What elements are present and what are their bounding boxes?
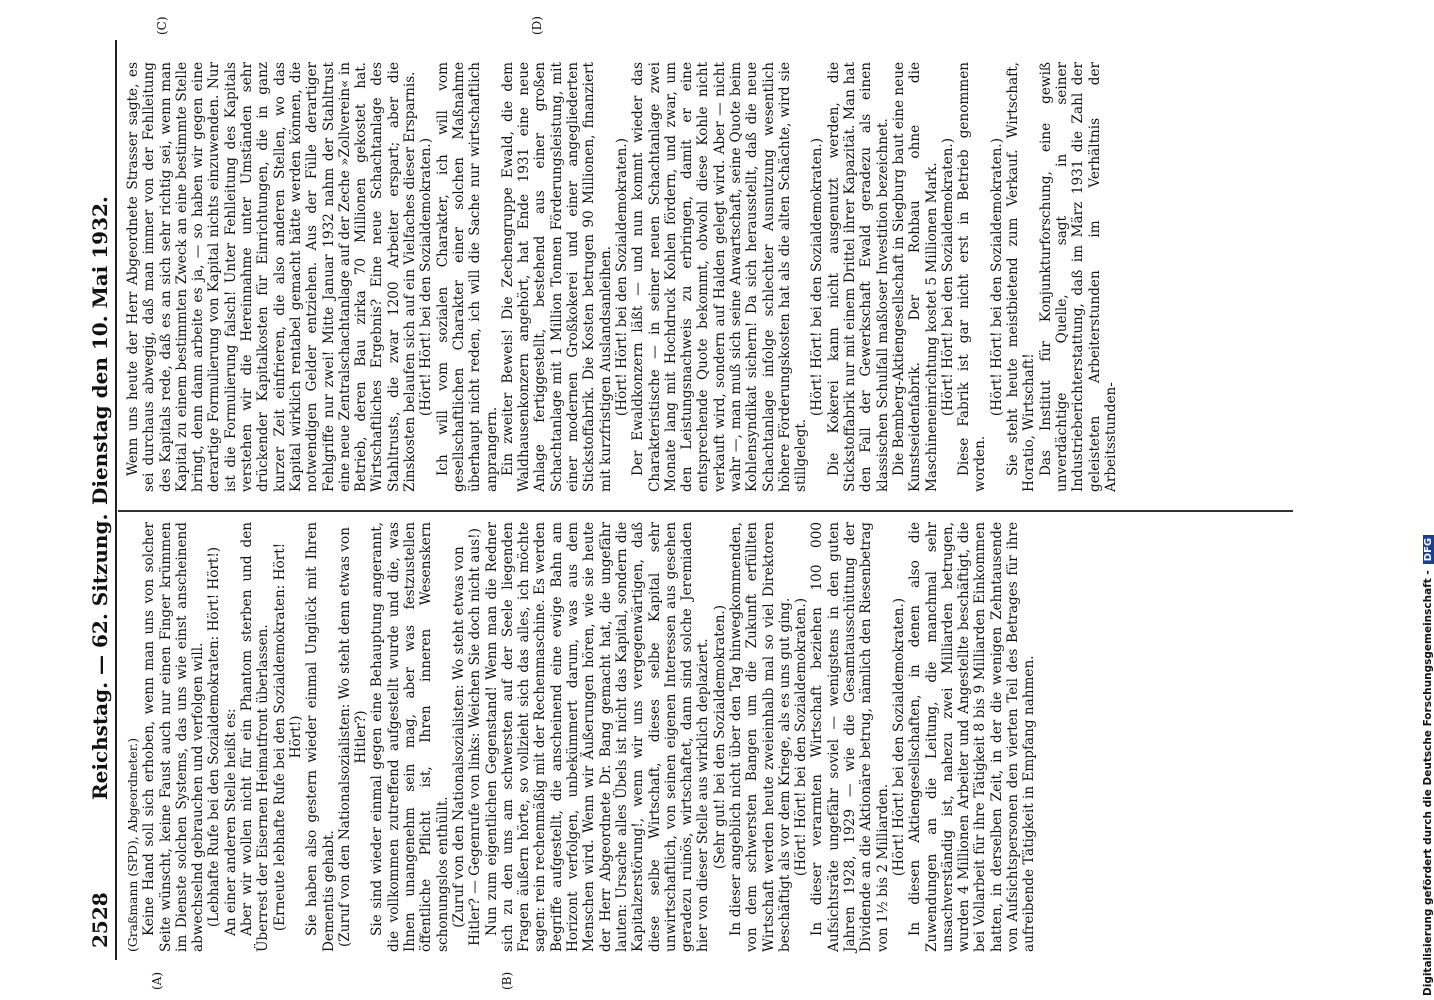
dfg-logo: DFG [1423, 535, 1434, 564]
column-right [125, 62, 1119, 492]
interjection: (Lebhafte Rufe bei den Sozialdemokraten: Hört! Hört!) [206, 546, 223, 928]
page-header [88, 40, 118, 960]
paragraph: In diesen Aktiengesellschaften, in denen also die Zuwendungen an die Leitung, die manchmal sehr unsachverständig ist, nahezu zwei Milliarden betrugen, wurden 4 Millionen Arbeiter und Angestellte beschäftigt, die bei Vollarbeit für ihre Tätigkeit 8 bis 9 Milliarden Einkommen hatten, in derselben Zeit, in der die wenigen Zehntausende von Aufsichtspersonen den vierten Teil des Betrages für ihre aufreibende Tätigkeit in Empfang nahmen. [907, 522, 1038, 952]
session-title: Reichstag. — 62. Sitzung. [88, 513, 112, 800]
paragraph: Der Ewaldkonzern läßt — und nun kommt wieder das Charakteristische — in seiner neuen Schachtanlage zwei Monate lang mit Hochdruck Kohlen fördern, und zwar, um den Leistungsnachweis zu erbringen, damit er eine entsprechende Quote bekommt, obwohl diese Kohle nicht verkauft wird, sondern auf Halden gelegt wird. Aber — nicht wahr —, man muß sich seine Anwartschaft, seine Quote beim Kohlensyndikat sichern! Da sich herausstellt, daß die neue Schachtanlage infolge schlechter Ausnutzung wesentlich höhere Förderungskosten hat als die alten Schächte, wird sie stillgelegt. [630, 62, 810, 492]
interjection: (Hört! Hört! bei den Sozialdemokraten.) [613, 137, 630, 417]
interjection: (Hört! Hört! bei den Sozialdemokraten.) [418, 137, 435, 417]
column-divider [118, 510, 1293, 512]
paragraph: Nun zum eigentlichen Gegenstand! Wenn man die Redner sich zu den uns am schwersten auf der Seele liegenden Fragen äußern hörte, so vollzieht sich das alles, ich möchte sagen: rein rechenmäßig mit der Rechenmaschine. Es werden Begriffe aufgestellt, die anscheinend eine ewige Bahn am Horizont verfolgen, unbekümmert darum, was aus dem Menschen wird. Wenn wir Äußerungen hören, wie sie heute der Herr Abgeordnete Dr. Bang gemacht hat, die ungefähr lauten: Ursache alles Übels ist nicht das Kapital, sondern die Kapitalzerstörung!, wenn wir uns vergegenwärtigen, daß diese selbe Wirtschaft, dieses selbe Kapital sehr unwirtschaftlich, von seinen eigenen Interessen aus gesehen geradezu ruinös, wirtschaftet, dann sind solche Jeremiaden hier von dieser Stelle aus wirklich deplaziert. [483, 522, 712, 952]
speaker-line: (Graßmann (SPD), Abgeordneter.) [125, 737, 140, 952]
margin-marker-b: (B) [500, 971, 514, 990]
paragraph: Sie haben also gestern wieder einmal Unglück mit Ihren Dementis gehabt. [304, 522, 337, 952]
footer-text: Digitalisierung gefördert durch die Deutsche Forschungsgemeinschaft - [1422, 570, 1434, 996]
paragraph: Sie steht heute meistbietend zum Verkauf. Wirtschaft, Horatio, Wirtschaft! [1005, 62, 1038, 492]
quote: Aber wir wollen nicht für ein Phantom sterben und den Überrest der Eisernen Heimatfront überlassen. [239, 522, 272, 952]
paragraph: Das Institut für Konjunkturforschung, eine gewiß unverdächtige Quelle, sagt in seiner Industrieberichterstattung, daß im März 1931 die Zahl der geleisteten Arbeiterstunden im Verhältnis der Arbeitsstunden- [1037, 62, 1119, 492]
page-number: 2528 [88, 892, 112, 948]
interjection: (Hört! Hört! bei den Sozialdemokraten.) [890, 597, 907, 877]
interjection: (Erneute lebhafte Rufe bei den Sozialdemokraten: Hört! Hört!) [271, 542, 304, 932]
header-rule [115, 40, 117, 960]
interjection: (Sehr gut! bei den Sozialdemokraten.) [711, 604, 728, 870]
interjection: (Hört! Hört! bei den Sozialdemokraten.) [793, 597, 810, 877]
paragraph: Keine Hand soll sich erhoben, wenn man uns von solcher Seite wünscht, keine Faust auch nur einen Finger krümmen im Dienste solchen Systems, das uns wie einst anscheinend abwechselnd gebrauchen und verfolgen will. [141, 522, 207, 952]
paragraph: Die Kokerei kann nicht ausgenutzt werden, die Stickstoffabrik nur mit einem Drittel ihrer Kapazität. Man hat den Fall der Gewerkschaft Ewald geradezu als einen klassischen Schulfall maßloser Investition bezeichnet. [825, 62, 891, 492]
paragraph: In dieser verarmten Wirtschaft beziehen 100 000 Aufsichtsräte ungefähr soviel — wenigstens in den guten Jahren 1928, 1929 — wie die Gesamtausschüttung der Dividende an die Aktionäre betrug, nämlich den Riesenbetrag von 1½ bis 2 Milliarden. [809, 522, 891, 952]
interjection: (Hört! Hört! bei den Sozialdemokraten.) [809, 137, 826, 417]
interjection: (Hört! Hört! bei den Sozialdemokraten.) [939, 137, 956, 417]
margin-marker-a: (A) [150, 971, 164, 990]
paragraph: Ich will vom sozialen Charakter, ich will vom gesellschaftlichen Charakter einer solchen Maßnahme überhaupt nicht reden, ich will die Sache nur wirtschaftlich anprangern. [434, 62, 500, 492]
interjection: (Zuruf von den Nationalsozialisten: Wo steht denn etwas von Hitler?) [336, 527, 370, 947]
paragraph: In dieser angeblich nicht über den Tag hinwegkommenden, von dem schwersten Bangen um die Zukunft erfüllten Wirtschaft werden heute zweieinhalb mal so viel Direktoren beschäftigt als vor dem Kriege, als es uns gut ging. [727, 522, 793, 952]
paragraph: An einer anderen Stelle heißt es: [222, 708, 239, 936]
paragraph: Ein zweiter Beweis! Die Zechengruppe Ewald, die dem Waldhausenkonzern angehört, hat Ende 1931 eine neue Anlage fertiggestellt, bestehend aus einer großen Schachtanlage mit 1 Million Tonnen Förderungsleistung, mit einer modernen Großkokerei und einer angegliederten Stickstoffabrik. Die Kosten betrugen 90 Millionen, finanziert mit kurzfristigen Auslandsanleihen. [499, 62, 614, 492]
paragraph: Diese Fabrik ist gar nicht erst in Betrieb genommen worden. [956, 62, 989, 492]
column-left [125, 522, 1038, 952]
interjection: (Hört! Hört! bei den Sozialdemokraten.) [988, 137, 1005, 417]
interjection: (Zuruf von den Nationalsozialisten: Wo steht etwas von Hitler? — Gegenrufe von links: Weichen Sie doch nicht aus!) [450, 528, 484, 946]
paragraph: Sie sind wieder einmal gegen eine Behauptung angerannt, die vollkommen zutreffend aufgestellt wurde und die, was Ihnen unangenehm sein mag, aber was festzustellen öffentliche Pflicht ist, Ihren inneren Wesenskern schonungslos enthüllt. [369, 522, 451, 952]
session-date: Dienstag den 10. Mai 1932. [88, 196, 112, 505]
paragraph: Wenn uns heute der Herr Abgeordnete Strasser sagte, es sei durchaus abwegig, daß man immer von der Fehlleitung des Kapitals rede, daß es an sich sehr richtig sei, wenn man Kapital zu einem bestimmten Zweck an eine bestimmte Stelle bringt, denn dann arbeite es ja, — so haben wir gegen eine derartige Formulierung von Kapital nichts einzuwenden. Nur ist die Formulierung falsch! Unter Fehlleitung des Kapitals verstehen wir die Hereinnahme unter Umständen sehr drückender Kapitalkosten für Einrichtungen, die in ganz kurzer Zeit einfrieren, die also anderen Stellen, wo das Kapital wirklich rentabel gemacht hätte werden können, die notwendigen Gelder entziehen. Aus der Fülle derartiger Fehlgriffe nur zwei! Mitte Januar 1932 nahm der Stahltrust eine neue Zentralschachtanlage auf der Zeche »Zollverein« in Betrieb, deren Bau zirka 70 Millionen gekostet hat. Wirtschaftliches Ergebnis? Eine neue Schachtanlage des Stahltrusts, die zwar 1200 Arbeiter erspart; aber die Zinskosten belaufen sich auf ein Vielfaches dieser Ersparnis. [125, 62, 419, 492]
margin-marker-d: (D) [530, 16, 544, 35]
margin-marker-c: (C) [155, 16, 169, 35]
digitization-footer [1422, 6, 1434, 996]
paragraph: Die Bemberg-Aktiengesellschaft in Siegburg baut eine neue Kunstseidenfabrik. Der Rohbau ohne die Maschineneinrichtung kostet 5 Millionen Mark. [890, 62, 940, 492]
